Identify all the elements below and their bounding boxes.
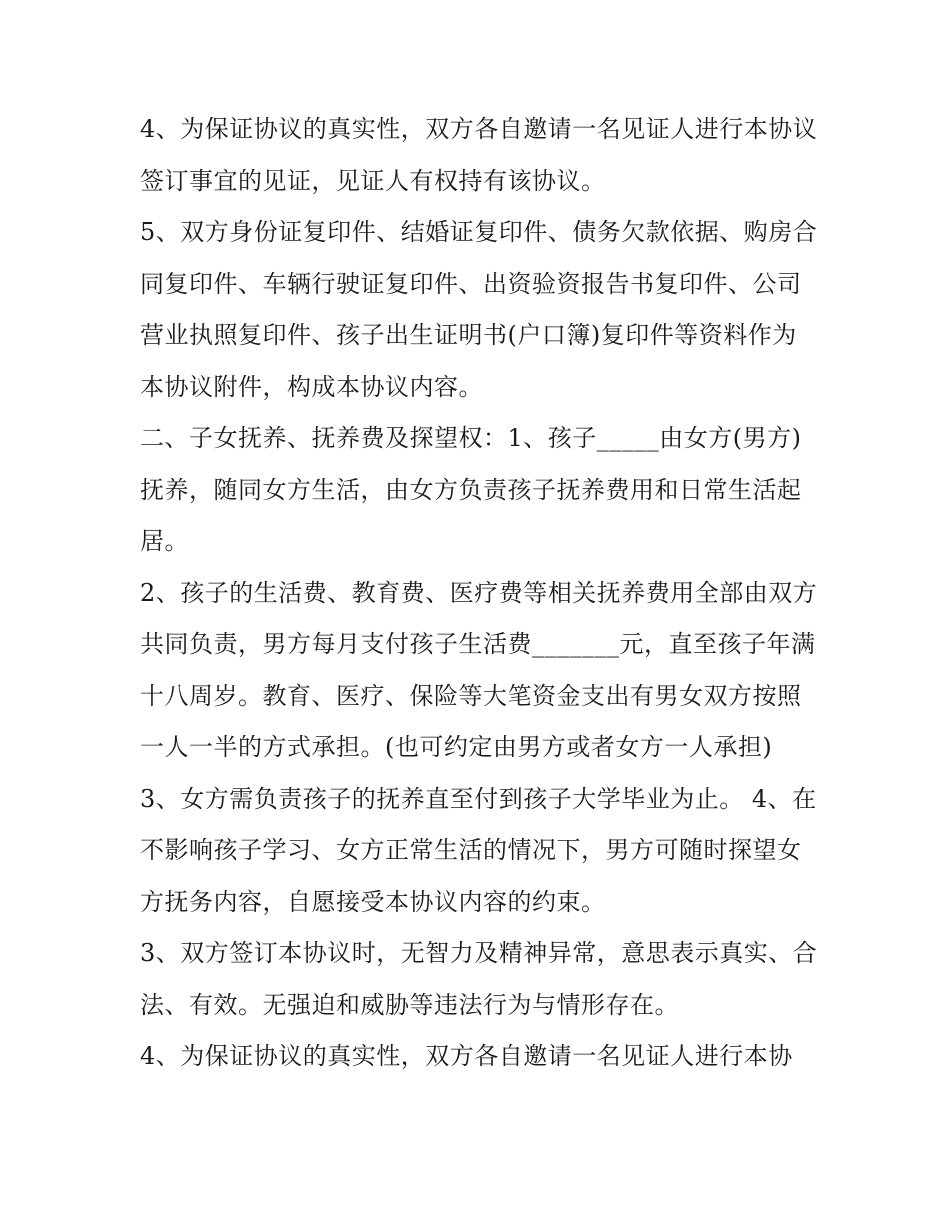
paragraph-visitation: 3、女方需负责孩子的抚养直至付到孩子大学毕业为止。 4、在不影响孩子学习、女方正常生活的情况下，男方可随时探望女方抚务内容，自愿接受本协议内容的约束。 [140,784,817,916]
paragraph-child-support: 2、孩子的生活费、教育费、医疗费等相关抚养费用全部由双方共同负责，男方每月支付孩子生活费_______元，直至孩子年满十八周岁。教育、医疗、保险等大笔资金支出有男女双方按照一人一半的方式承担。(也可约定由男方或者女方一人承担) [140,578,818,761]
paragraph-custody: 二、子女抚养、抚养费及探望权：1、孩子_____由女方(男方)抚养，随同女方生活，由女方负责孩子抚养费用和日常生活起居。 [140,424,802,555]
paragraph-witness-repeat: 4、为保证协议的真实性，双方各自邀请一名见证人进行本协 [140,1042,793,1070]
paragraph-attachments: 5、双方身份证复印件、结婚证复印件、债务欠款依据、购房合同复印件、车辆行驶证复印件、出资验资报告书复印件、公司营业执照复印件、孩子出生证明书(户口簿)复印件等资料作为本协议附件，构成本协议内容。 [140,218,818,401]
paragraph-capacity: 3、双方签订本协议时，无智力及精神异常，意思表示真实、合法、有效。无强迫和威胁等违法行为与情形存在。 [140,939,818,1019]
document-body [140,104,820,1083]
paragraph-witness: 4、为保证协议的真实性，双方各自邀请一名见证人进行本协议签订事宜的见证，见证人有权持有该协议。 [140,115,818,195]
